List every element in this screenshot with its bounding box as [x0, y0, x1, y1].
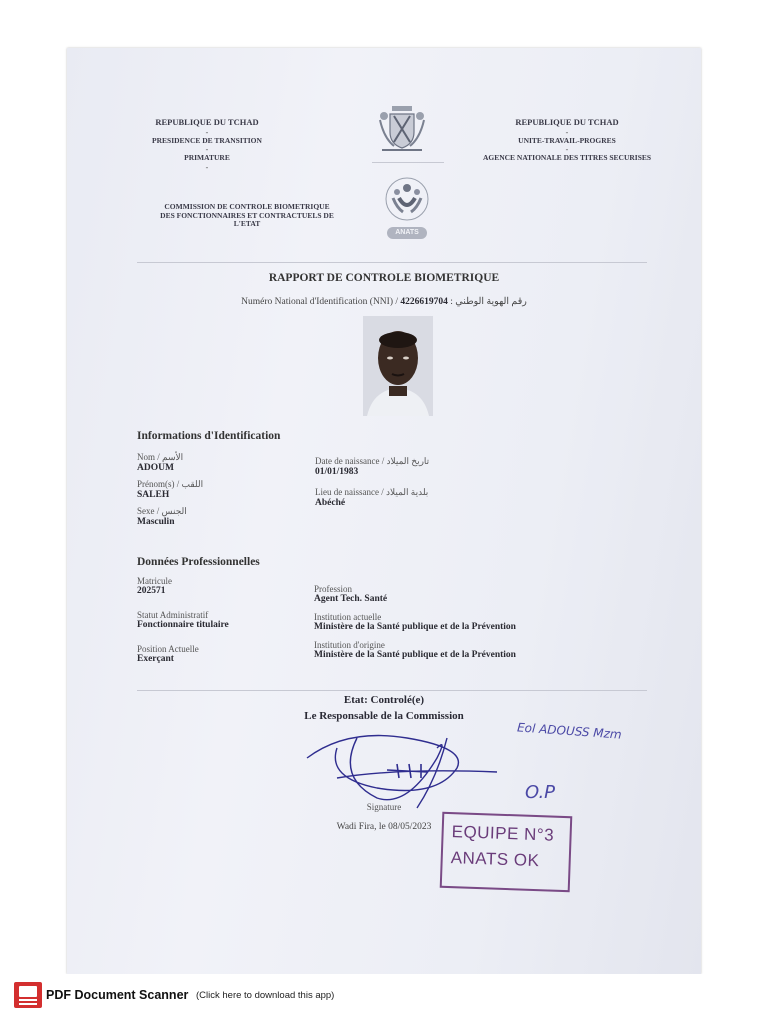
separator: -	[565, 145, 569, 155]
statut-value: Fonctionnaire titulaire	[137, 620, 229, 630]
profession-label: Profession	[314, 584, 352, 594]
dob-value: 01/01/1983	[315, 467, 359, 477]
nom-label: Nom / الأسم	[137, 452, 184, 462]
stamp-line-1: EQUIPE N°3	[451, 822, 555, 845]
header-right-motto: UNITE-TRAVAIL-PROGRES	[518, 135, 616, 145]
dob-label: Date de naissance / تاريخ الميلاد	[315, 456, 430, 466]
report-title: RAPPORT DE CONTROLE BIOMETRIQUE	[268, 272, 500, 284]
header-left-presidence: PRESIDENCE DE TRANSITION	[152, 135, 262, 145]
pob-label: Lieu de naissance / بلدية الميلاد	[315, 487, 429, 497]
separator: -	[205, 163, 209, 173]
download-app-link[interactable]: (Click here to download this app)	[196, 990, 335, 1001]
institution-value: Ministère de la Santé publique et de la Prévention	[314, 622, 516, 632]
identification-left-column	[137, 452, 307, 527]
scanned-document	[67, 48, 701, 974]
divider	[137, 262, 647, 263]
header-left-primature: PRIMATURE	[184, 153, 230, 163]
anats-logo	[375, 176, 439, 238]
position-value: Exerçant	[137, 654, 174, 664]
institution-label: Institution actuelle	[314, 612, 382, 622]
stamp-line-2: ANATS OK	[450, 848, 540, 871]
place-date: Wadi Fira, le 08/05/2023	[336, 822, 432, 832]
etat-status: Etat: Controlé(e)	[343, 694, 425, 706]
prenom-value: SALEH	[137, 490, 170, 500]
sexe-label: Sexe / الجنس	[137, 506, 187, 516]
separator: -	[565, 127, 569, 137]
identification-heading: Informations d'Identification	[137, 430, 281, 442]
header-left-commission	[137, 203, 357, 229]
nni-value: 4226619704	[400, 297, 448, 307]
header-left	[127, 118, 287, 172]
app-name-link[interactable]: PDF Document Scanner	[46, 988, 189, 1002]
separator: -	[205, 145, 209, 155]
divider	[137, 690, 647, 691]
commission-line: DES FONCTIONNAIRES ET CONTRACTUELS DE	[160, 210, 334, 220]
coat-of-arms-icon	[372, 100, 432, 160]
header-right	[467, 118, 667, 163]
professional-heading: Données Professionnelles	[137, 556, 260, 568]
handwritten-note: Eol ADOUSS Mzm	[516, 720, 623, 742]
approval-stamp	[440, 812, 573, 892]
handwritten-initials: O.P	[525, 782, 556, 803]
pdf-scanner-logo-icon[interactable]	[14, 982, 42, 1008]
person-portrait-icon	[363, 316, 433, 416]
nni-line	[67, 296, 701, 307]
header-right-agency: AGENCE NATIONALE DES TITRES SECURISES	[482, 153, 652, 163]
app-footer[interactable]	[0, 974, 768, 1024]
id-photo	[363, 316, 433, 416]
nom-value: ADOUM	[137, 463, 174, 473]
professional-right-column	[314, 584, 644, 660]
identification-right-column	[315, 456, 575, 508]
commission-line: L'ETAT	[233, 219, 261, 229]
separator: -	[205, 127, 209, 137]
anats-badge: ANATS	[387, 227, 427, 239]
responsable-label: Le Responsable de la Commission	[304, 710, 464, 722]
position-label: Position Actuelle	[137, 644, 199, 654]
signature-label: Signature	[366, 802, 402, 812]
matricule-label: Matricule	[137, 576, 172, 586]
divider	[372, 162, 444, 163]
nni-label: Numéro National d'Identification (NNI) / رقم الهوية الوطني :	[241, 297, 527, 307]
professional-left-column	[137, 576, 312, 664]
header-left-country: REPUBLIQUE DU TCHAD	[155, 117, 259, 127]
prenom-label: Prénom(s) / اللقب	[137, 479, 204, 489]
header-right-country: REPUBLIQUE DU TCHAD	[515, 117, 619, 127]
matricule-value: 202571	[137, 586, 166, 596]
origine-value: Ministère de la Santé publique et de la Prévention	[314, 650, 516, 660]
pob-value: Abéché	[315, 498, 346, 508]
sexe-value: Masculin	[137, 517, 175, 527]
commission-line: COMMISSION DE CONTROLE BIOMETRIQUE	[164, 202, 330, 211]
statut-label: Statut Administratif	[137, 610, 209, 620]
anats-emblem-icon	[375, 176, 439, 222]
origine-label: Institution d'origine	[314, 640, 385, 650]
profession-value: Agent Tech. Santé	[314, 594, 388, 604]
